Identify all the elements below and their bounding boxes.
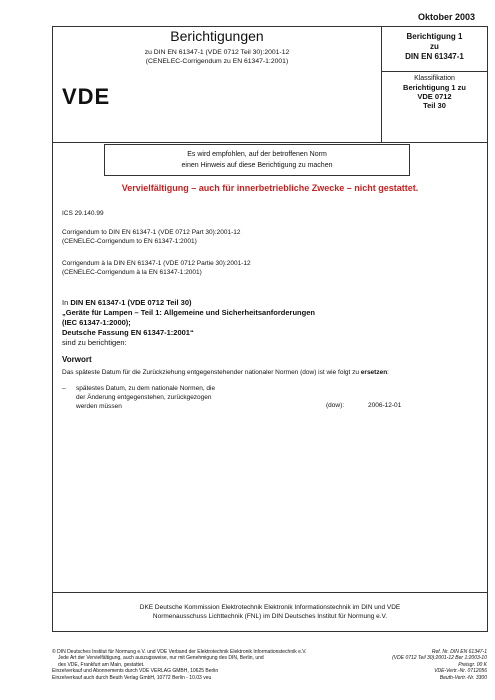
list-dash: – <box>62 385 66 392</box>
corrigendum-line: Corrigendum to DIN EN 61347-1 (VDE 0712 Part 30):2001-12 <box>62 229 241 236</box>
dke-committee <box>53 603 487 621</box>
footer-copyright: © DIN Deutsches Institut für Normung e.V. und VDE Verband der Elektrotechnik Elektronik Informationstechnik e.V. Jede Art der Vervielfältigung, auch auszugsweise, nur mit Genehmigung des DIN, Berlin, und des VDE, Frankfurt am Main, gestattet. Einzelverkauf und Abonnements durch VDE VERLAG GMBH, 10625 Berlin Einzelverkauf auch durch Beuth Verlag GmbH, 10772 Berlin - 10.03 veu <box>52 649 307 681</box>
document-subtitle <box>53 48 381 66</box>
standard-reference <box>62 298 315 348</box>
notice-line: Es wird empfohlen, auf der betroffenen Norm <box>187 151 327 158</box>
dke-line: Normenausschuss Lichttechnik (FNL) im DIN Deutsches Institut für Normung e.V. <box>152 613 388 620</box>
classification-line: Teil 30 <box>423 101 446 110</box>
dke-line: DKE Deutsche Kommission Elektrotechnik Elektronik Informationstechnik im DIN und VDE <box>139 604 401 611</box>
corrigendum-english <box>62 228 240 246</box>
corrigendum-line: (CENELEC-Corrigendum to EN 61347-1:2001) <box>62 238 197 245</box>
copy-warning: Vervielfältigung – auch für innerbetriebliche Zwecke – nicht gestattet. <box>121 183 419 193</box>
issue-date: Oktober 2003 <box>417 12 475 22</box>
dow-label: (dow): <box>326 402 345 409</box>
standard-line: „Geräte für Lampen – Teil 1: Allgemeine und Sicherheitsanforderungen <box>62 308 315 317</box>
ics-code: ICS 29.140.99 <box>62 210 104 217</box>
vorwort-text: Das späteste Datum für die Zurückziehung entgegenstehender nationaler Normen (dow) ist wie folgt zu ersetzen: <box>62 369 389 376</box>
correction-id-line: Berichtigung 1 <box>406 32 463 41</box>
corrigendum-line: (CENELEC-Corrigendum à la EN 61347-1:2001) <box>62 269 202 276</box>
correction-id-line: zu <box>430 42 439 51</box>
standard-line: In DIN EN 61347-1 (VDE 0712 Teil 30) <box>62 298 192 307</box>
notice-line: einen Hinweis auf diese Berichtigung zu machen <box>181 162 333 169</box>
notice-box <box>104 144 410 176</box>
classification-line: VDE 0712 <box>417 92 452 101</box>
correction-id-line: DIN EN 61347-1 <box>405 52 464 61</box>
subtitle-line: (CENELEC-Corrigendum zu EN 61347-1:2001) <box>145 58 289 65</box>
vorwort-heading: Vorwort <box>62 355 92 364</box>
standard-line: (IEC 61347-1:2000); <box>62 318 131 327</box>
classification <box>382 74 487 110</box>
classification-line: Berichtigung 1 zu <box>403 83 466 92</box>
footer-reference: Ref. Nr. DIN EN 61347-1 (VDE 0712 Teil 30):2001-12 Ber 1:2003-10 Preisgr. 00 K VDE-Vertr.-Nr. 0712056 Beuth-Vertr.-Nr. 3300 <box>392 649 487 681</box>
standard-line: Deutsche Fassung EN 61347-1:2001“ <box>62 328 194 337</box>
right-box-divider <box>381 71 487 72</box>
standard-line: sind zu berichtigen: <box>62 338 127 347</box>
dow-date: 2006-12-01 <box>368 402 402 409</box>
footer-divider <box>53 592 487 593</box>
vde-logo: VDE <box>62 84 111 109</box>
list-item: spätestes Datum, zu dem nationale Normen, die der Änderung entgegenstehen, zurückgezogen werden müssen <box>76 385 216 410</box>
subtitle-line: zu DIN EN 61347-1 (VDE 0712 Teil 30):2001-12 <box>144 49 290 56</box>
header-divider <box>53 142 487 143</box>
corrigendum-french <box>62 259 251 277</box>
document-title: Berichtigungen <box>170 28 264 44</box>
correction-id <box>382 32 487 62</box>
classification-label: Klassifikation <box>414 75 455 82</box>
corrigendum-line: Corrigendum à la DIN EN 61347-1 (VDE 0712 Partie 30):2001-12 <box>62 260 251 267</box>
